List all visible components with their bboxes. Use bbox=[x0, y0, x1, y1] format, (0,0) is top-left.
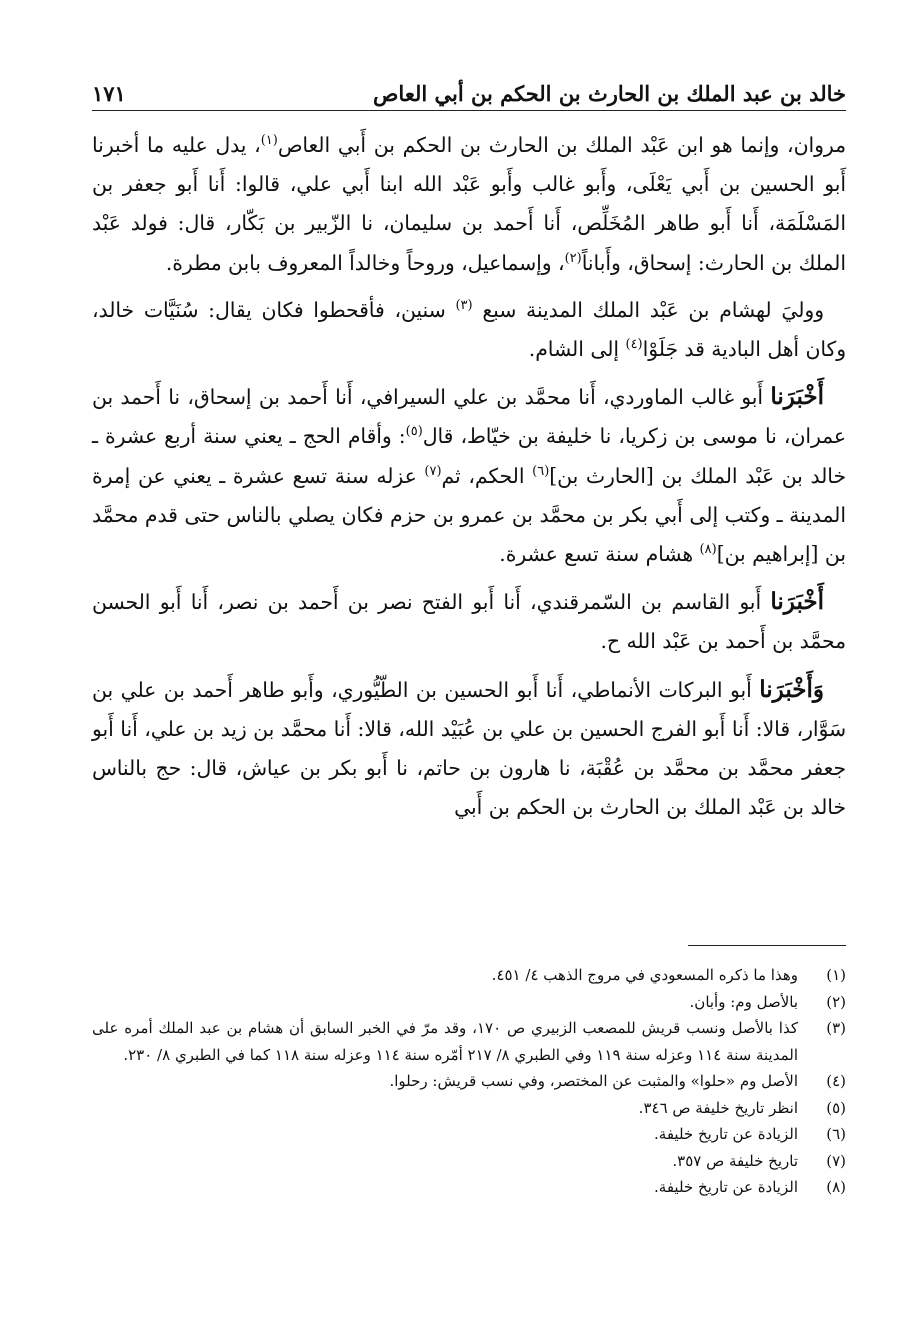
text-segment: أَبو القاسم بن السّمرقندي، أَنا أَبو الفتح نصر بن أَحمد بن نصر، أَنا أَبو الحسن محمَّد بن أَحمد بن عَبْد الله ح. bbox=[92, 590, 846, 654]
footnote-number: (٨) bbox=[826, 1178, 846, 1196]
footnote-ref: (٧) bbox=[424, 463, 442, 479]
footnote-text: الأصل وم «حلوا» والمثبت عن المختصر، وفي نسب قريش: رحلوا. bbox=[389, 1072, 798, 1090]
main-text bbox=[92, 126, 846, 835]
footnote-text: تاريخ خليفة ص ٣٥٧. bbox=[672, 1151, 798, 1170]
text-segment: مروان، وإنما هو ابن عَبْد الملك بن الحارث بن الحكم بن أَبي العاص bbox=[277, 133, 846, 157]
footnote-text: بالأصل وم: وأبان. bbox=[689, 992, 798, 1011]
running-title: خالد بن عبد الملك بن الحارث بن الحكم بن أبي العاص bbox=[373, 81, 846, 106]
footnote-text: الزيادة عن تاريخ خليفة. bbox=[654, 1178, 798, 1196]
footnote-number: (٦) bbox=[826, 1125, 846, 1143]
page-header bbox=[92, 72, 846, 111]
footnote-ref: (٥) bbox=[405, 424, 423, 440]
footnote bbox=[92, 1095, 846, 1122]
footnote-ref: (٢) bbox=[564, 250, 582, 266]
footnote-ref: (٣) bbox=[455, 298, 473, 314]
footnote-number: (٤) bbox=[826, 1072, 846, 1090]
isnad-lead-word: وَأَخْبَرَنا bbox=[759, 675, 824, 703]
text-segment: سنين، فأقحطوا فكان يقال: سُنَيَّات خالد، وكان أهل البادية قد جَلَوْا bbox=[92, 297, 846, 362]
footnote bbox=[92, 1068, 846, 1095]
footnote bbox=[92, 1015, 846, 1068]
paragraph bbox=[92, 126, 846, 283]
footnote bbox=[92, 962, 846, 989]
text-segment: أَبو البركات الأنماطي، أَنا أَبو الحسين بن الطّيُّوري، وأَبو طاهر أَحمد بن علي بن سَوَّار، قالا: أَنا أَبو الفرج الحسين بن علي بن عُبَيْد الله، قالا: أَنا محمَّد بن زيد بن علي، أَنا أَبو جعفر محمَّد بن محمَّد بن عُقْبَة، نا هارون بن حاتم، نا أَبو بكر بن عياش، قال: حج بالناس خالد بن عَبْد الملك بن الحارث بن الحكم بن أَبي bbox=[92, 677, 846, 820]
text-segment: أَبو غالب الماوردي، أَنا محمَّد بن علي السيرافي، أَنا أَحمد بن إسحاق، نا أَحمد بن عمران، نا موسى بن زكريا، نا خليفة بن خيّاط، قال bbox=[92, 385, 846, 449]
footnote-ref: (٤) bbox=[625, 337, 643, 353]
footnote bbox=[92, 1174, 846, 1201]
footnote-ref: (٦) bbox=[532, 463, 550, 479]
text-segment: الحكم، ثم bbox=[441, 463, 533, 488]
isnad-lead-word: أَخْبَرَنا bbox=[770, 383, 824, 411]
text-segment: عزله سنة تسع عشرة ـ يعني عن إمرة المدينة ـ وكتب إلى أَبي بكر بن محمَّد بن عمرو بن حزم فكان يصلي بالناس حتى قدم محمَّد بن [إبراهيم بن] bbox=[92, 463, 846, 567]
text-segment: هشام سنة تسع عشرة. bbox=[499, 542, 700, 567]
footnote-text: كذا بالأصل ونسب قريش للمصعب الزبيري ص ١٧٠، وقد مرّ في الخبر السابق أن هشام بن عبد الملك أمره على المدينة سنة ١١٤ وعزله سنة ١١٩ وفي الطبري ٨/ ٢١٧ أمّره سنة ١١٤ وعزله سنة ١١٨ كما في الطبري ٨/ ٢٣٠. bbox=[92, 1019, 798, 1064]
paragraph bbox=[92, 670, 846, 828]
footnote-text: انظر تاريخ خليفة ص ٣٤٦. bbox=[638, 1098, 798, 1117]
footnote bbox=[92, 1121, 846, 1148]
isnad-lead-word: أَخْبَرَنا bbox=[770, 588, 824, 616]
page-number: ١٧١ bbox=[92, 81, 126, 106]
footnote bbox=[92, 1148, 846, 1175]
footnote-text: الزيادة عن تاريخ خليفة. bbox=[654, 1125, 798, 1143]
text-segment: ، وإسماعيل، وروحاً وخالداً المعروف بابن مطرة. bbox=[165, 250, 565, 275]
text-segment: إلى الشام. bbox=[528, 337, 626, 362]
footnote-number: (٥) bbox=[826, 1098, 846, 1117]
footnote-text: وهذا ما ذكره المسعودي في مروج الذهب ٤/ ٤٥١. bbox=[491, 966, 798, 984]
paragraph bbox=[92, 377, 846, 574]
footnote-number: (٣) bbox=[826, 1019, 846, 1037]
text-segment: ، يدل عليه ما أخبرنا أَبو الحسين بن أَبي يَعْلَى، وأَبو غالب وأَبو عَبْد الله ابنا أَبي علي، قالوا: أَنا أَبو جعفر بن المَسْلَمَة، أَنا أَبو طاهر المُخَلِّص، أَنا أَحمد بن سليمان، نا الزّبير بن بَكّار، قال: فولد عَبْد الملك بن الحارث: إسحاق، وأَباناً bbox=[92, 133, 846, 275]
footnote bbox=[92, 989, 846, 1016]
paragraph bbox=[92, 582, 846, 661]
footnote-ref: (٨) bbox=[699, 542, 717, 558]
footnotes bbox=[92, 962, 846, 1201]
footnote-ref: (١) bbox=[260, 133, 278, 149]
text-segment: : وأقام الحج ـ يعني سنة أربع عشرة ـ خالد بن عَبْد الملك بن [الحارث بن] bbox=[92, 424, 847, 488]
paragraph bbox=[92, 291, 846, 369]
footnote-separator bbox=[688, 945, 846, 946]
footnote-number: (٢) bbox=[826, 992, 846, 1011]
text-segment: ووليَ لهشام بن عَبْد الملك المدينة سبع bbox=[472, 297, 824, 322]
footnote-number: (٧) bbox=[826, 1151, 846, 1170]
footnote-number: (١) bbox=[826, 966, 846, 984]
